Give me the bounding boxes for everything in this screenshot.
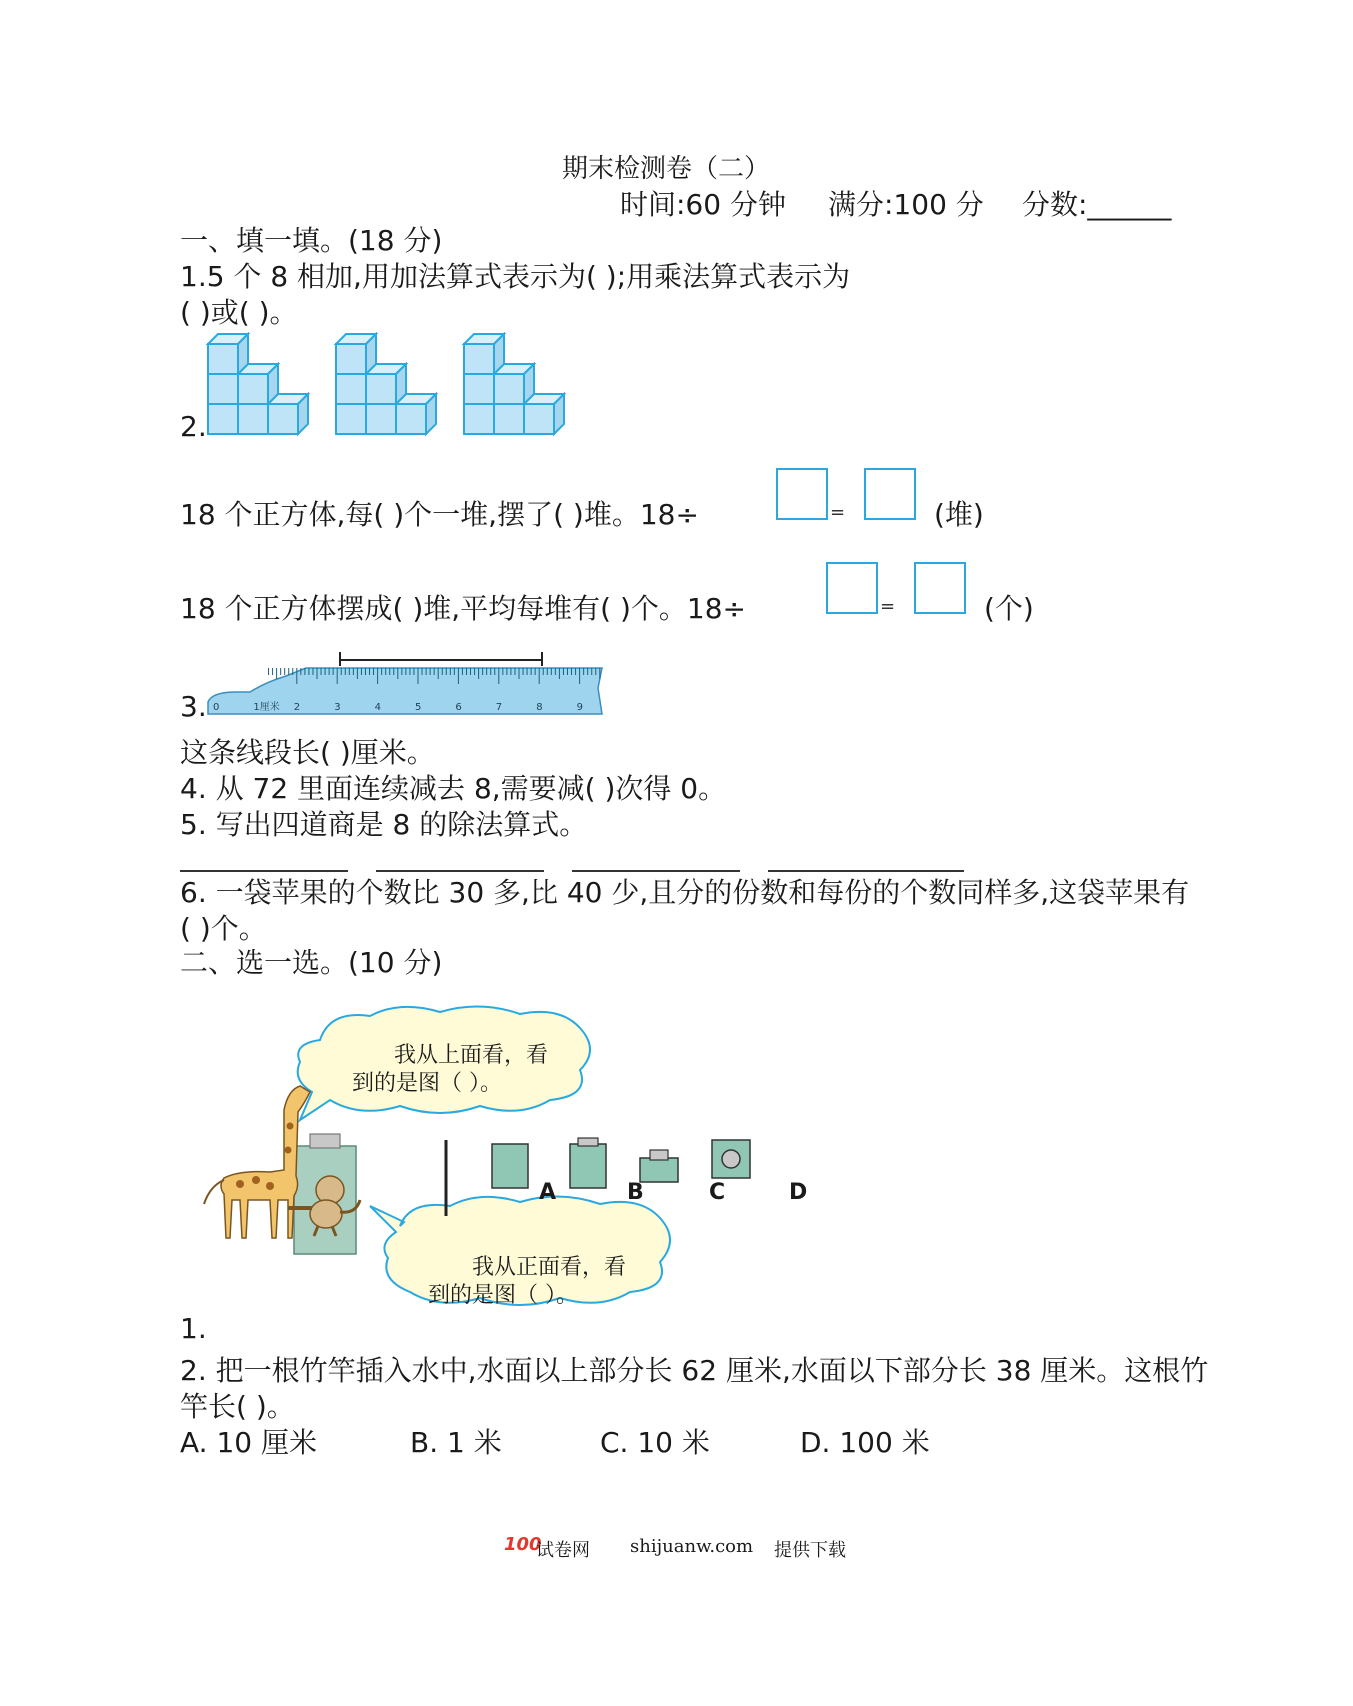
answer-line-4[interactable] xyxy=(768,870,964,872)
cube-stack-2 xyxy=(336,334,436,434)
time-label: 时间:60 分钟 xyxy=(620,188,786,221)
ruler-image xyxy=(206,646,606,718)
answer-line-1[interactable] xyxy=(180,870,348,872)
bubble-bottom-line2: 到的是图（ ）。 xyxy=(428,1283,578,1308)
page-title: 期末检测卷（二） xyxy=(562,154,771,184)
option-label-d: D xyxy=(789,1180,808,1205)
q1-line2: ( )或( )。 xyxy=(180,296,298,329)
footer-logo: 100 xyxy=(504,1534,542,1555)
answer-box-4[interactable] xyxy=(914,562,966,614)
full-score-label: 满分:100 分 xyxy=(828,188,984,221)
score-label: 分数:______ xyxy=(1022,188,1172,221)
option-b-cap xyxy=(578,1138,598,1146)
choice-d[interactable]: D. 100 米 xyxy=(800,1426,930,1459)
option-c-cap xyxy=(650,1150,668,1160)
object-box-top xyxy=(310,1134,340,1148)
q2-number: 2. xyxy=(180,410,207,443)
option-label-b: B xyxy=(627,1180,644,1205)
option-d-circle xyxy=(722,1150,740,1168)
equals-sign-2: = xyxy=(880,596,896,617)
ruler-label: 3 xyxy=(334,702,341,713)
sec2-q2-line2: 竿长( )。 xyxy=(180,1390,295,1423)
answer-line-2[interactable] xyxy=(376,870,544,872)
q2-line1: 18 个正方体,每( )个一堆,摆了( )堆。18÷ xyxy=(180,498,699,531)
choice-c[interactable]: C. 10 米 xyxy=(600,1426,710,1459)
q3-number: 3. xyxy=(180,690,207,723)
ruler-label: 2 xyxy=(293,702,301,713)
q6-line2: ( )个。 xyxy=(180,912,267,945)
bubble-top-line1: 我从上面看，看 xyxy=(394,1043,549,1068)
cube-stack-1 xyxy=(208,334,308,434)
ruler-label: 5 xyxy=(415,702,422,713)
ruler-label: 6 xyxy=(455,702,462,713)
section2-heading: 二、选一选。(10 分) xyxy=(180,946,443,979)
option-label-a: A xyxy=(539,1180,557,1205)
option-label-c: C xyxy=(709,1180,726,1205)
footer-site-name: 试卷网 xyxy=(536,1540,590,1561)
ruler-label: 4 xyxy=(374,702,381,713)
section1-heading: 一、填一填。(18 分) xyxy=(180,224,443,257)
q2-unit-1: (堆) xyxy=(934,498,984,531)
choice-a[interactable]: A. 10 厘米 xyxy=(180,1426,317,1459)
option-c-shape xyxy=(640,1158,678,1182)
ruler-label: 0 xyxy=(213,702,220,713)
cube-stack-3 xyxy=(464,334,564,434)
footer-url[interactable]: shijuanw.com xyxy=(630,1536,754,1557)
answer-box-3[interactable] xyxy=(826,562,878,614)
q6-line1: 6. 一袋苹果的个数比 30 多,比 40 少,且分的份数和每份的个数同样多,这袋苹果有 xyxy=(180,876,1190,909)
q2-unit-2: (个) xyxy=(984,592,1034,625)
answer-box-2[interactable] xyxy=(864,468,916,520)
option-a-shape xyxy=(492,1144,528,1188)
equals-sign-1: = xyxy=(830,502,846,523)
sec2-q2-line1: 2. 把一根竹竿插入水中,水面以上部分长 62 厘米,水面以下部分长 38 厘米。这根竹 xyxy=(180,1354,1209,1387)
option-b-shape xyxy=(570,1144,606,1188)
answer-box-1[interactable] xyxy=(776,468,828,520)
sec2-q1-number: 1. xyxy=(180,1312,207,1345)
q1-line1: 1.5 个 8 相加,用加法算式表示为( );用乘法算式表示为 xyxy=(180,260,851,293)
ruler-label: 8 xyxy=(536,702,543,713)
bubble-bottom-line1: 我从正面看，看 xyxy=(472,1255,627,1280)
footer-note: 提供下载 xyxy=(774,1540,846,1561)
q2-line2: 18 个正方体摆成( )堆,平均每堆有( )个。18÷ xyxy=(180,592,747,625)
q5-text: 5. 写出四道商是 8 的除法算式。 xyxy=(180,808,588,841)
ruler-label: 7 xyxy=(495,702,503,713)
q3-text: 这条线段长( )厘米。 xyxy=(180,736,435,769)
choice-b[interactable]: B. 1 米 xyxy=(410,1426,502,1459)
ruler-label: 1厘米 xyxy=(253,702,280,713)
cube-stacks-image xyxy=(204,332,584,442)
ruler-label: 9 xyxy=(576,702,583,713)
bubble-top-line2: 到的是图（ ）。 xyxy=(352,1071,502,1096)
q4-text: 4. 从 72 里面连续减去 8,需要减( )次得 0。 xyxy=(180,772,727,805)
answer-line-3[interactable] xyxy=(572,870,740,872)
